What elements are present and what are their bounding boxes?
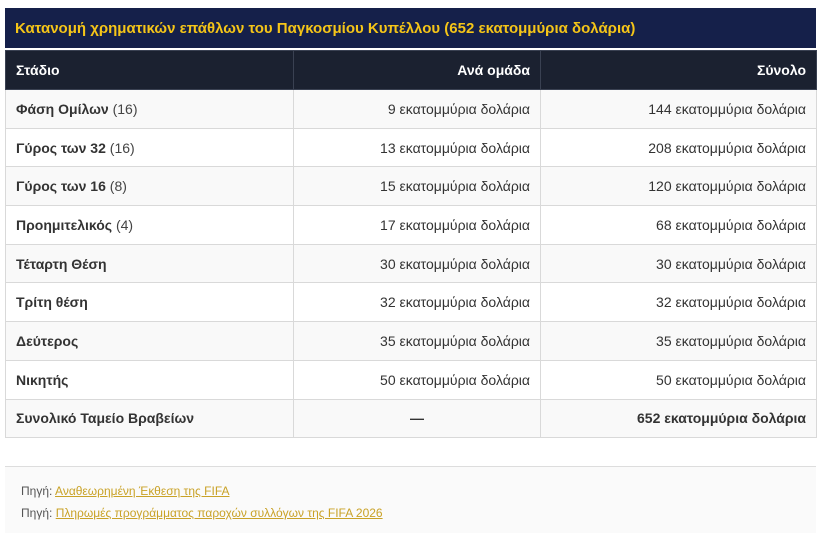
total-cell: 68 εκατομμύρια δολάρια [541, 206, 817, 245]
total-per-team-cell: — [294, 399, 541, 438]
per-team-cell: 32 εκατομμύρια δολάρια [294, 283, 541, 322]
header-total: Σύνολο [541, 51, 817, 90]
table-row [6, 167, 817, 206]
stage-cell [6, 360, 294, 399]
stage-name: Γύρος των 16 [16, 178, 106, 195]
total-cell: 30 εκατομμύρια δολάρια [541, 244, 817, 283]
stage-name: Γύρος των 32 [16, 139, 106, 156]
stage-cell [6, 283, 294, 322]
total-cell: 120 εκατομμύρια δολάρια [541, 167, 817, 206]
source-link-club-benefits[interactable]: Πληρωμές προγράμματος παροχών συλλόγων της FIFA 2026 [55, 506, 383, 520]
total-cell: 50 εκατομμύρια δολάρια [541, 360, 817, 399]
per-team-cell: 50 εκατομμύρια δολάρια [294, 360, 541, 399]
table-header-row [6, 51, 817, 90]
sources-footer [5, 466, 816, 533]
table-row [6, 128, 817, 167]
per-team-cell: 9 εκατομμύρια δολάρια [294, 90, 541, 129]
stage-name: Τέταρτη Θέση [16, 255, 107, 272]
table-title-bar [5, 8, 816, 48]
stage-name: Φάση Ομίλων [16, 100, 109, 117]
team-count: (16) [109, 139, 135, 156]
table-row [6, 90, 817, 129]
total-cell: 208 εκατομμύρια δολάρια [541, 128, 817, 167]
source-line [21, 505, 816, 527]
source-prefix: Πηγή: [21, 484, 53, 498]
team-count: (16) [112, 100, 138, 117]
table-row [6, 206, 817, 245]
header-stage: Στάδιο [6, 51, 294, 90]
total-row [6, 399, 817, 438]
stage-cell [6, 167, 294, 206]
stage-cell [6, 322, 294, 361]
per-team-cell: 30 εκατομμύρια δολάρια [294, 244, 541, 283]
grand-total-cell: 652 εκατομμύρια δολάρια [541, 399, 817, 438]
table-row [6, 360, 817, 399]
stage-name: Δεύτερος [16, 332, 79, 349]
table-row [6, 283, 817, 322]
total-stage-cell: Συνολικό Ταμείο Βραβείων [6, 399, 294, 438]
stage-cell [6, 244, 294, 283]
table-row [6, 244, 817, 283]
per-team-cell: 15 εκατομμύρια δολάρια [294, 167, 541, 206]
prize-table [5, 50, 817, 438]
stage-cell [6, 90, 294, 129]
total-cell: 35 εκατομμύρια δολάρια [541, 322, 817, 361]
stage-cell [6, 206, 294, 245]
table-row [6, 322, 817, 361]
stage-name: Τρίτη θέση [16, 294, 88, 311]
stage-name: Νικητής [16, 371, 69, 388]
stage-cell [6, 128, 294, 167]
stage-name: Προημιτελικός [16, 216, 113, 233]
table-title: Κατανομή χρηματικών επάθλων του Παγκοσμίου Κυπέλλου (652 εκατομμύρια δολάρια) [15, 19, 636, 37]
header-per-team: Ανά ομάδα [294, 51, 541, 90]
total-cell: 32 εκατομμύρια δολάρια [541, 283, 817, 322]
per-team-cell: 17 εκατομμύρια δολάρια [294, 206, 541, 245]
team-count: (8) [109, 178, 127, 195]
source-link-fifa-report[interactable]: Αναθεωρημένη Έκθεση της FIFA [55, 484, 230, 498]
per-team-cell: 35 εκατομμύρια δολάρια [294, 322, 541, 361]
team-count: (4) [115, 216, 134, 233]
total-cell: 144 εκατομμύρια δολάρια [541, 90, 817, 129]
source-line [21, 483, 816, 505]
source-prefix: Πηγή: [21, 506, 53, 520]
per-team-cell: 13 εκατομμύρια δολάρια [294, 128, 541, 167]
